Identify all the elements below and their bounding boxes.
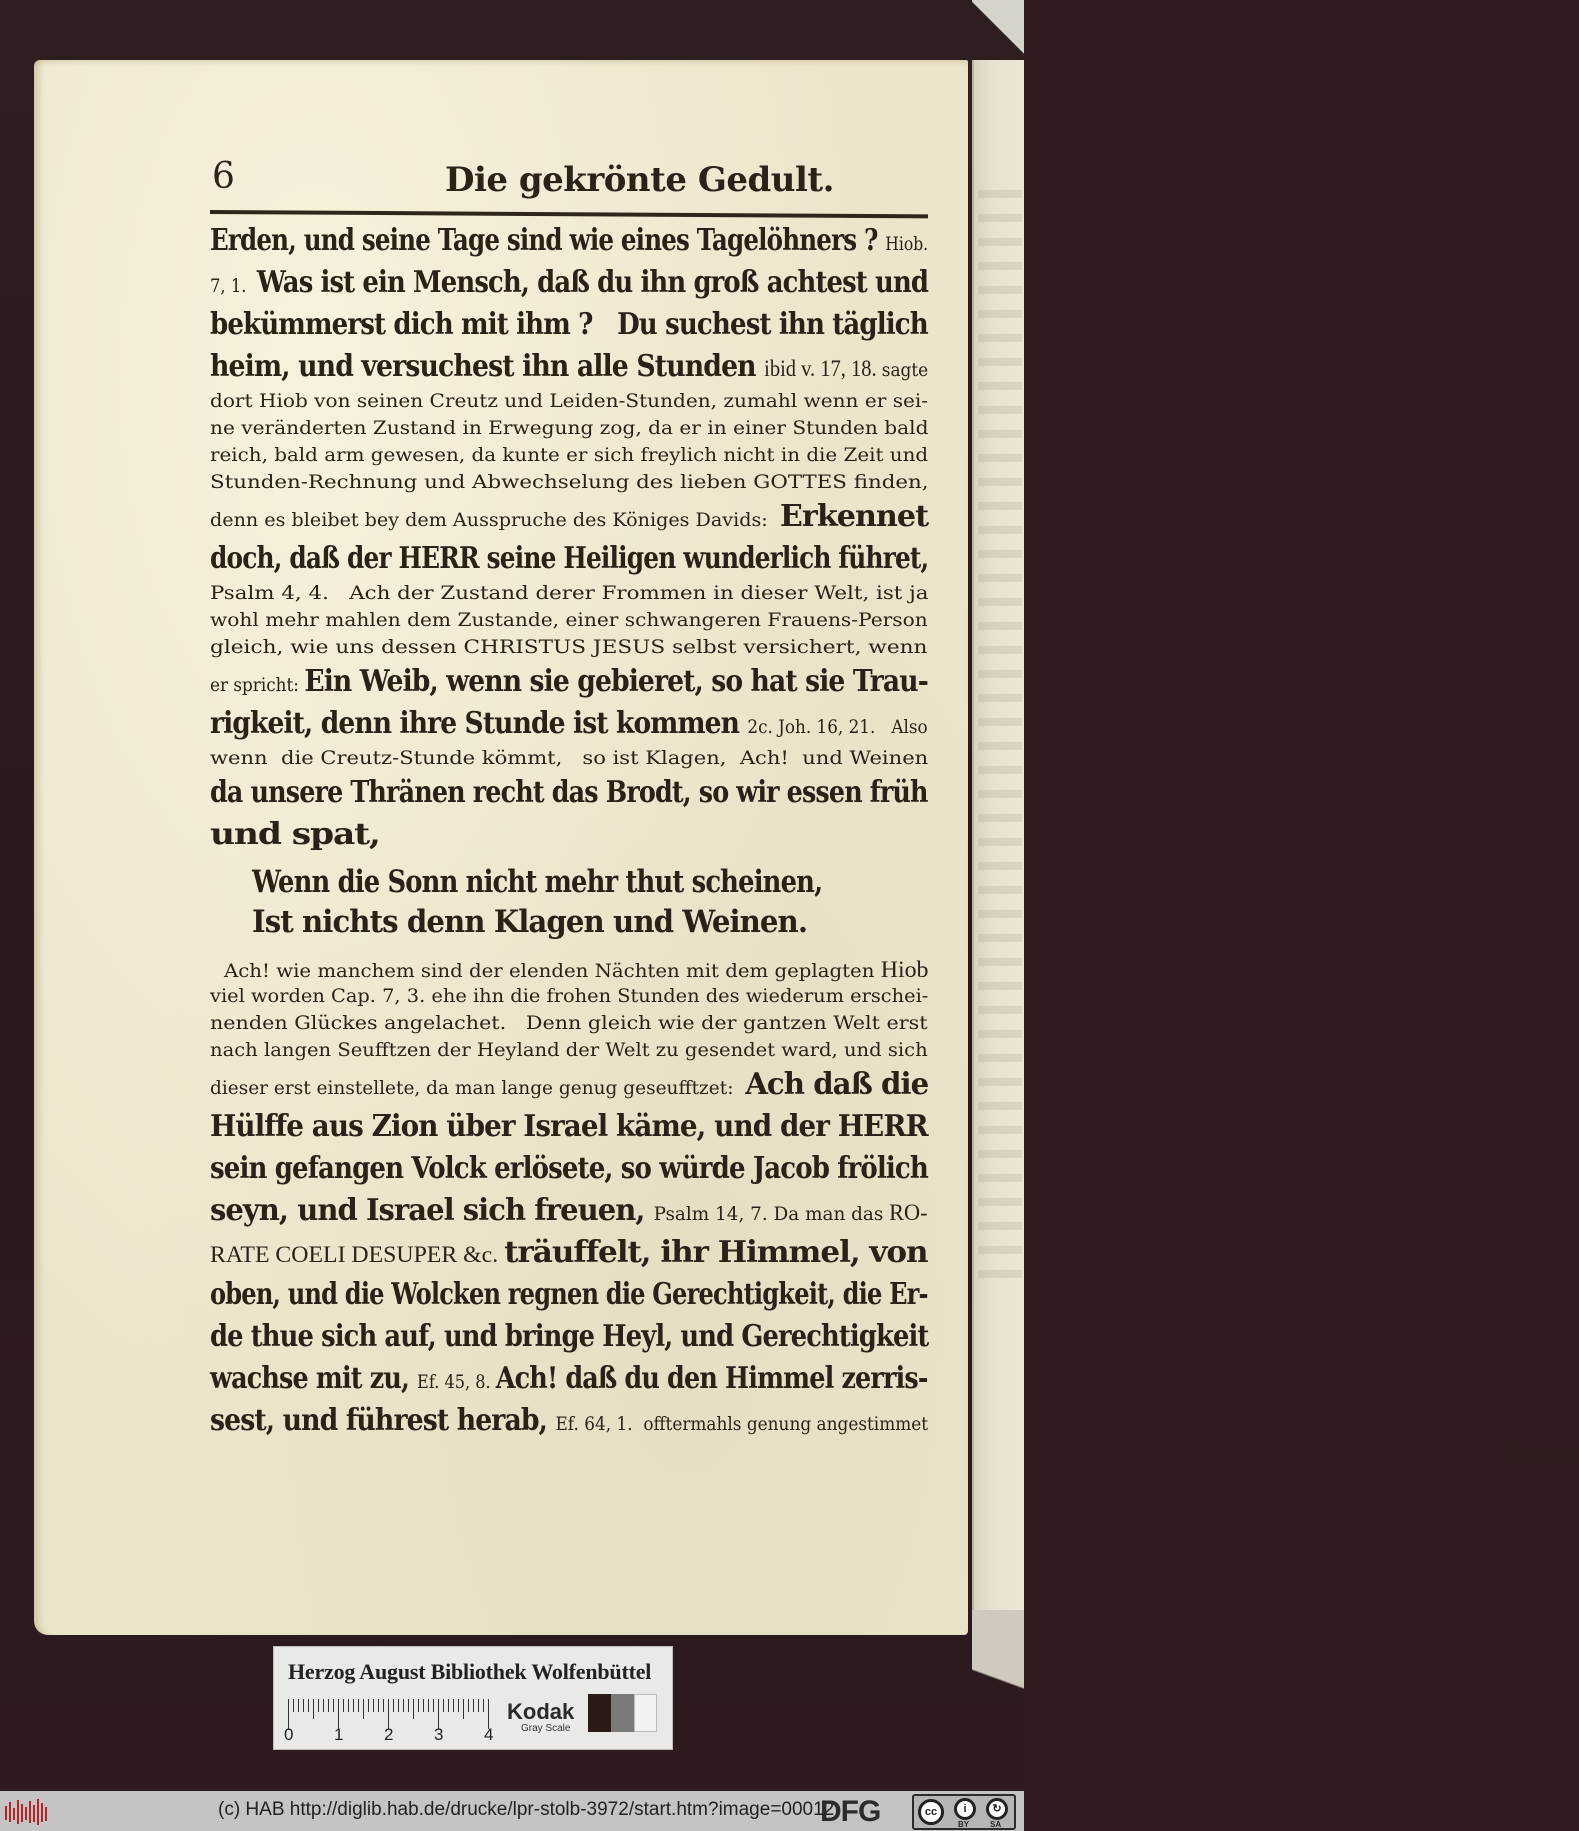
text-line bbox=[210, 1064, 928, 1106]
text-segment: Hülffe aus Zion über Israel käme, und der HERR bbox=[210, 1109, 928, 1144]
text-line bbox=[210, 1106, 928, 1148]
gray-swatch bbox=[611, 1694, 634, 1732]
text-segment: gleich, wie uns dessen CHRISTUS JESUS selbst versichert, wenn bbox=[210, 636, 928, 658]
text-segment: träuffelt, ihr Himmel, von bbox=[504, 1235, 928, 1270]
text-segment: dieser erst einstellete, da man lange genug geseufftzet: bbox=[210, 1077, 746, 1099]
text-segment: rigkeit, denn ihre Stunde ist kommen bbox=[210, 706, 748, 741]
text-segment: sest, und führest herab, bbox=[210, 1403, 556, 1438]
text-line-content bbox=[210, 703, 928, 749]
text-line bbox=[210, 415, 928, 442]
text-line bbox=[210, 346, 928, 388]
text-line bbox=[210, 703, 928, 745]
text-line bbox=[210, 1190, 928, 1232]
text-line bbox=[210, 1442, 1579, 1469]
text-line-content bbox=[210, 745, 928, 772]
ruler-tick bbox=[408, 1699, 409, 1712]
ruler-tick bbox=[348, 1699, 349, 1712]
ruler-tick bbox=[468, 1699, 469, 1712]
text-line-content bbox=[210, 983, 928, 1010]
text-segment: er spricht: bbox=[210, 674, 305, 696]
ruler-tick bbox=[343, 1699, 344, 1712]
text-segment: sein gefangen Volck erlösete, so würde Jacob frölich bbox=[210, 1151, 928, 1186]
text-segment: 7, 1. bbox=[210, 275, 257, 297]
next-page-corner-top bbox=[972, 0, 1024, 66]
ruler-tick bbox=[403, 1699, 404, 1712]
text-line-content bbox=[210, 814, 380, 860]
text-line-content bbox=[210, 1358, 928, 1404]
ruler-tick bbox=[463, 1699, 464, 1719]
text-segment: 2c. Joh. 16, 21. Also bbox=[747, 716, 928, 738]
text-segment: viel worden Cap. 7, 3. ehe ihn die frohen Stunden des wiederum erschei- bbox=[210, 985, 929, 1007]
verse-text: Ist nichts denn Klagen und Weinen. bbox=[252, 904, 808, 940]
text-line-content bbox=[210, 469, 929, 496]
ruler-label: 0 bbox=[284, 1725, 294, 1744]
text-segment: Ach! daß du den Himmel zerris- bbox=[495, 1361, 928, 1396]
library-name: Herzog August Bibliothek Wolfenbüttel bbox=[288, 1659, 652, 1684]
ruler-label: 3 bbox=[434, 1725, 444, 1744]
ruler-label: 2 bbox=[384, 1725, 394, 1744]
text-line bbox=[210, 304, 928, 346]
text-segment: seyn, und Israel sich freuen, bbox=[210, 1193, 654, 1228]
text-line-content bbox=[210, 538, 928, 584]
ruler-tick bbox=[298, 1699, 299, 1712]
text-line bbox=[210, 1316, 928, 1358]
gray-swatch bbox=[634, 1694, 657, 1732]
text-line bbox=[210, 469, 928, 496]
text-line bbox=[210, 442, 928, 469]
verse-line bbox=[210, 904, 928, 944]
cc-icon: cc bbox=[918, 1799, 944, 1825]
text-segment: Hiob bbox=[880, 957, 929, 982]
text-segment: RO- bbox=[889, 1200, 928, 1225]
text-segment: Stunden-Rechnung und Abwechselung des lieben GOTTES finden, bbox=[210, 471, 929, 493]
page-number: 6 bbox=[212, 156, 235, 197]
text-line-content bbox=[224, 956, 928, 985]
text-line-content bbox=[210, 1274, 928, 1320]
ruler-tick bbox=[413, 1699, 414, 1719]
text-segment: und spat, bbox=[210, 817, 380, 852]
text-line bbox=[210, 1037, 928, 1064]
text-line bbox=[210, 607, 928, 634]
text-segment: Ef. 45, 8. bbox=[417, 1371, 496, 1393]
next-page-corner-bottom bbox=[972, 1610, 1024, 1785]
next-page-bleedthrough bbox=[978, 190, 1022, 1290]
text-line bbox=[210, 1274, 928, 1316]
ruler-tick bbox=[423, 1699, 424, 1712]
ruler-tick bbox=[378, 1699, 379, 1712]
text-line bbox=[210, 220, 928, 262]
text-line bbox=[210, 814, 928, 856]
text-line bbox=[210, 1010, 928, 1037]
ruler-tick bbox=[323, 1699, 324, 1712]
text-line-content bbox=[210, 580, 929, 607]
text-segment: wohl mehr mahlen dem Zustande, einer schwangeren Frauens-Person bbox=[210, 609, 928, 631]
text-line-content bbox=[210, 1037, 928, 1064]
share-alike-icon: ↻ bbox=[986, 1798, 1008, 1820]
text-segment: RATE COELI DESUPER &c. bbox=[210, 1242, 505, 1267]
text-line-content bbox=[210, 1190, 928, 1236]
cc-license-badge[interactable] bbox=[912, 1794, 1016, 1830]
text-line-content bbox=[210, 634, 927, 661]
text-line-content bbox=[210, 496, 928, 542]
text-segment: bekümmerst dich mit ihm ? Du suchest ihn täglich bbox=[210, 307, 928, 342]
text-line-content bbox=[210, 442, 928, 469]
text-line bbox=[210, 1232, 928, 1274]
ruler-tick bbox=[373, 1699, 374, 1712]
text-segment: reich, bald arm gewesen, da kunte er sich freylich nicht in die Zeit und bbox=[210, 444, 929, 466]
ruler-tick bbox=[363, 1699, 364, 1719]
page-content bbox=[210, 150, 1579, 1466]
text-line-content bbox=[210, 1106, 928, 1152]
hab-logo-icon bbox=[4, 1798, 48, 1826]
text-segment: Ach daß die bbox=[745, 1067, 929, 1102]
text-segment: de thue sich auf, und bringe Heyl, und Gerechtigkeit bbox=[210, 1319, 929, 1354]
text-segment: wachse mit zu, bbox=[210, 1361, 418, 1396]
text-line-content bbox=[210, 220, 928, 266]
text-segment: ibid v. 17, 18. bbox=[764, 356, 882, 381]
text-line bbox=[210, 1400, 928, 1442]
ruler-label: 4 bbox=[484, 1725, 494, 1744]
text-line bbox=[210, 496, 928, 538]
text-segment: Erden, und seine Tage sind wie eines Tagelöhners ? bbox=[210, 223, 886, 258]
text-segment: nach langen Seufftzen der Heyland der Welt zu gesendet ward, und sich bbox=[210, 1039, 928, 1061]
kodak-logo: Kodak bbox=[507, 1699, 575, 1724]
text-segment: sagte bbox=[881, 359, 929, 381]
ruler-tick bbox=[458, 1699, 459, 1712]
text-line-content bbox=[210, 661, 928, 707]
text-line-content bbox=[210, 1232, 928, 1278]
text-segment: Erkennet bbox=[779, 499, 929, 534]
attribution-icon: i bbox=[954, 1798, 976, 1820]
ruler-tick bbox=[428, 1699, 429, 1712]
text-segment: heim, und versuchest ihn alle Stunden bbox=[210, 349, 765, 384]
text-segment: Ach! wie manchem sind der elenden Nächten mit dem geplagten bbox=[224, 960, 881, 982]
ruler-tick bbox=[333, 1699, 334, 1712]
footer-bar bbox=[0, 1791, 1024, 1831]
verse-line bbox=[210, 864, 928, 904]
text-line-content bbox=[210, 1010, 928, 1037]
text-line-content bbox=[210, 1400, 928, 1446]
ruler-tick bbox=[483, 1699, 484, 1712]
text-line-content bbox=[210, 346, 928, 392]
text-line bbox=[210, 388, 928, 415]
color-scale-card bbox=[273, 1646, 673, 1750]
text-line bbox=[210, 772, 928, 814]
text-segment: nenden Glückes angelachet. Denn gleich wie der gantzen Welt erst bbox=[210, 1012, 928, 1034]
text-line-content bbox=[210, 1316, 928, 1362]
ruler-tick bbox=[478, 1699, 479, 1712]
text-line bbox=[210, 538, 928, 580]
text-line bbox=[210, 745, 928, 772]
ruler-tick bbox=[313, 1699, 314, 1719]
text-line-content bbox=[210, 415, 928, 442]
text-segment: denn es bleibet bey dem Ausspruche des Königes Davids: bbox=[210, 509, 780, 531]
text-line bbox=[210, 956, 928, 983]
ruler-tick bbox=[328, 1699, 329, 1712]
ruler-tick bbox=[308, 1699, 309, 1712]
text-segment: Hiob. bbox=[885, 233, 929, 255]
text-line-content bbox=[210, 607, 928, 634]
ruler-tick bbox=[443, 1699, 444, 1712]
text-segment: Psalm 4, 4. Ach der Zustand derer Frommen in dieser Welt, ist ja bbox=[210, 582, 929, 604]
text-segment: Ef. 64, 1. offtermahls genung angestimmet bbox=[555, 1413, 929, 1435]
text-segment: Ein Weib, wenn sie gebieret, so hat sie Trau- bbox=[304, 664, 928, 699]
page-header bbox=[210, 150, 928, 206]
text-line-content bbox=[1516, 1442, 1579, 1469]
text-line bbox=[210, 580, 928, 607]
text-segment: dort Hiob von seinen Creutz und Leiden-Stunden, zumahl wenn er sei- bbox=[210, 390, 929, 412]
ruler-tick bbox=[383, 1699, 384, 1712]
ruler-tick bbox=[303, 1699, 304, 1712]
text-line-content bbox=[210, 1064, 928, 1110]
text-segment: hatte ; bbox=[1516, 1444, 1579, 1466]
text-line-content bbox=[210, 304, 928, 350]
verse-text: Wenn die Sonn nicht mehr thut scheinen, bbox=[252, 864, 823, 900]
kodak-subtitle: Gray Scale bbox=[521, 1723, 571, 1734]
text-segment: ne veränderten Zustand in Erwegung zog, da er in einer Stunden bald bbox=[210, 417, 929, 439]
text-line-content bbox=[210, 262, 928, 308]
ruler-tick bbox=[473, 1699, 474, 1712]
by-label: BY bbox=[958, 1820, 970, 1829]
text-line-content bbox=[210, 772, 928, 818]
ruler-tick bbox=[448, 1699, 449, 1712]
text-line-content bbox=[210, 1148, 928, 1194]
ruler-tick bbox=[358, 1699, 359, 1712]
gray-swatch bbox=[588, 1694, 611, 1732]
ruler-tick bbox=[368, 1699, 369, 1712]
text-segment: doch, daß der HERR seine Heiligen wunderlich führet, bbox=[210, 541, 929, 576]
running-title: Die gekrönte Gedult. bbox=[445, 160, 834, 200]
text-line bbox=[210, 262, 928, 304]
copyright-link[interactable]: (c) HAB http://diglib.hab.de/drucke/lpr-stolb-3972/start.htm?image=00012 bbox=[218, 1799, 835, 1820]
ruler-tick bbox=[433, 1699, 434, 1712]
dfg-logo: DFG bbox=[820, 1795, 881, 1828]
ruler-tick bbox=[353, 1699, 354, 1712]
text-line bbox=[210, 983, 928, 1010]
ruler-tick bbox=[393, 1699, 394, 1712]
text-line bbox=[210, 661, 928, 703]
text-line-content bbox=[210, 388, 928, 415]
text-line bbox=[210, 1358, 928, 1400]
text-line bbox=[210, 634, 928, 661]
ruler-tick bbox=[398, 1699, 399, 1712]
text-segment: Psalm 14, 7. Da man das bbox=[653, 1203, 890, 1225]
ruler-tick bbox=[318, 1699, 319, 1712]
ruler-tick bbox=[418, 1699, 419, 1712]
text-line bbox=[210, 1148, 928, 1190]
ruler-label: 1 bbox=[334, 1725, 344, 1744]
sa-label: SA bbox=[990, 1820, 1002, 1829]
verse-block bbox=[210, 864, 928, 944]
text-segment: wenn die Creutz-Stunde kömmt, so ist Klagen, Ach! und Weinen bbox=[210, 747, 929, 769]
text-segment: Was ist ein Mensch, daß du ihn groß achtest und bbox=[256, 265, 929, 300]
text-segment: oben, und die Wolcken regnen die Gerechtigkeit, die Er- bbox=[210, 1277, 928, 1312]
ruler-tick bbox=[453, 1699, 454, 1712]
text-segment: da unsere Thränen recht das Brodt, so wir essen früh bbox=[210, 775, 928, 810]
body-text bbox=[210, 220, 1579, 1469]
ruler-tick bbox=[293, 1699, 294, 1712]
